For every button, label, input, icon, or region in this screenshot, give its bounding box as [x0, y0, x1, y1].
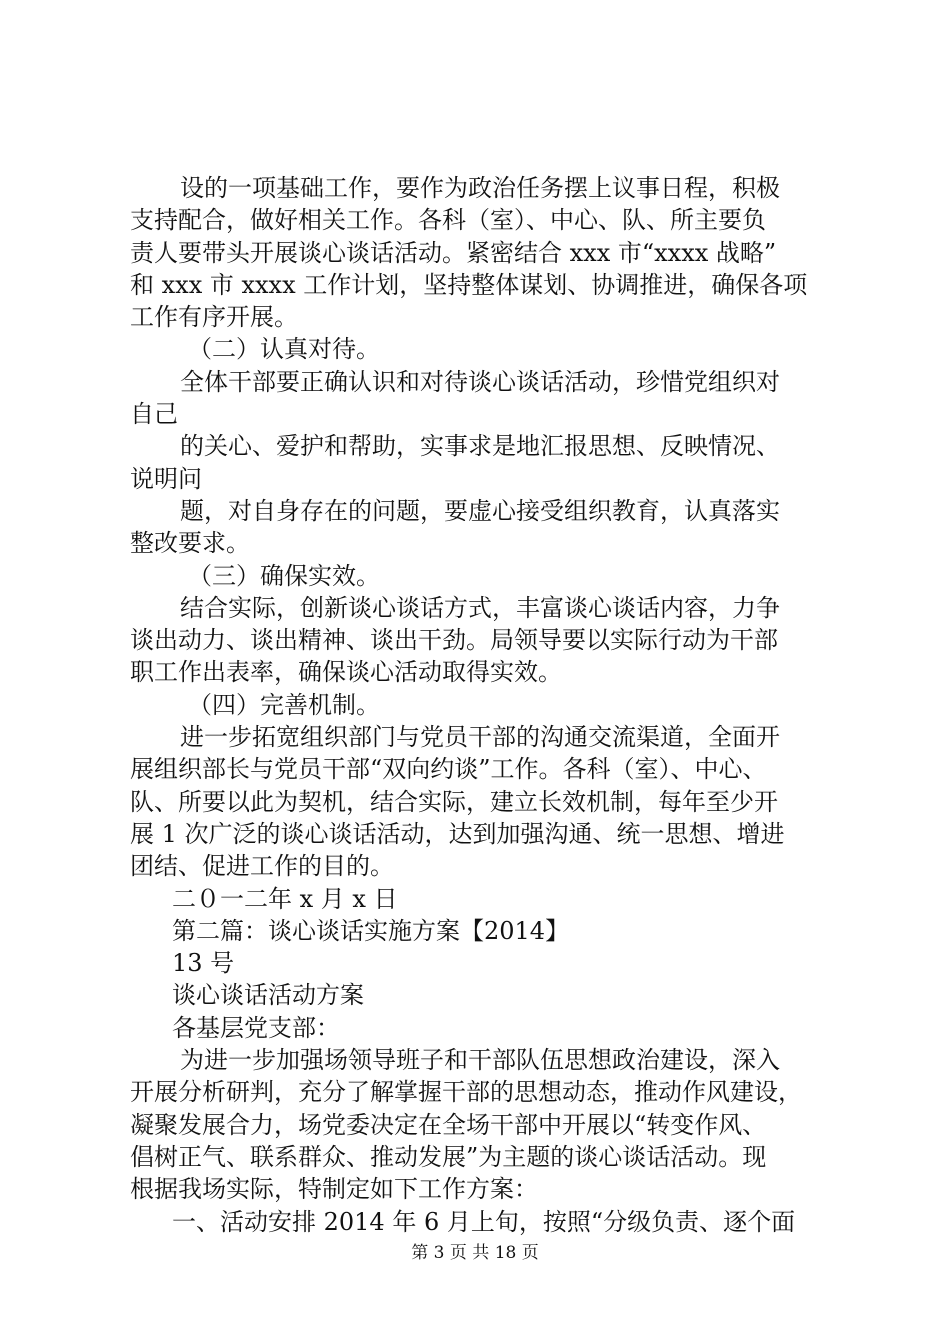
text-line: 队、所要以此为契机，结合实际，建立长效机制，每年至少开	[130, 787, 778, 816]
text-line: 自己	[130, 400, 178, 429]
text-line: 展 1 次广泛的谈心谈话活动，达到加强沟通、统一思想、增进	[130, 819, 785, 848]
text-line: （二）认真对待。	[188, 335, 380, 364]
text-line: 进一步拓宽组织部门与党员干部的沟通交流渠道，全面开	[180, 723, 780, 752]
text-line: 职工作出表率，确保谈心活动取得实效。	[130, 658, 562, 687]
text-line: 展组织部长与党员干部“双向约谈”工作。各科（室）、中心、	[130, 755, 767, 784]
text-line: 一、活动安排 2014 年 6 月上旬，按照“分级负责、逐个面	[172, 1207, 796, 1236]
text-line: 谈出动力、谈出精神、谈出干劲。局领导要以实际行动为干部	[130, 626, 778, 655]
text-line: 根据我场实际，特制定如下工作方案：	[130, 1175, 538, 1204]
text-line: 结合实际，创新谈心谈话方式，丰富谈心谈话内容，力争	[180, 593, 780, 622]
text-line: 的关心、爱护和帮助，实事求是地汇报思想、反映情况、	[180, 432, 780, 461]
text-line: 凝聚发展合力，场党委决定在全场干部中开展以“转变作风、	[130, 1110, 767, 1139]
text-line: 责人要带头开展谈心谈话活动。紧密结合 xxx 市“xxxx 战略”	[130, 238, 777, 267]
document-body	[130, 172, 830, 1238]
text-line: （三）确保实效。	[188, 561, 380, 590]
text-line: 团结、促进工作的目的。	[130, 852, 394, 881]
text-line: 二０一二年 x 月 x 日	[172, 884, 398, 913]
text-line: 工作有序开展。	[130, 303, 298, 332]
text-line: 支持配合，做好相关工作。各科（室）、中心、队、所主要负	[130, 206, 766, 235]
text-line: 和 xxx 市 xxxx 工作计划，坚持整体谋划、协调推进，确保各项	[130, 270, 808, 299]
text-line: 各基层党支部：	[172, 1013, 340, 1042]
text-line: 设的一项基础工作，要作为政治任务摆上议事日程，积极	[180, 174, 780, 202]
page-footer: 第 3 页 共 18 页	[411, 1243, 539, 1263]
text-line: 整改要求。	[130, 529, 250, 558]
text-line: 第二篇：谈心谈话实施方案【2014】	[172, 916, 570, 945]
text-line: （四）完善机制。	[188, 690, 380, 719]
text-line: 说明问	[130, 464, 202, 493]
text-line: 题，对自身存在的问题，要虚心接受组织教育，认真落实	[180, 496, 780, 525]
text-line: 倡树正气、联系群众、推动发展”为主题的谈心谈话活动。现	[130, 1142, 767, 1171]
text-line: 谈心谈话活动方案	[172, 981, 364, 1010]
text-line: 全体干部要正确认识和对待谈心谈话活动，珍惜党组织对	[180, 367, 780, 396]
text-line: 开展分析研判，充分了解掌握干部的思想动态，推动作风建设，	[130, 1078, 802, 1107]
text-line: 为进一步加强场领导班子和干部队伍思想政治建设，深入	[180, 1046, 780, 1075]
text-line: 13 号	[172, 949, 235, 978]
